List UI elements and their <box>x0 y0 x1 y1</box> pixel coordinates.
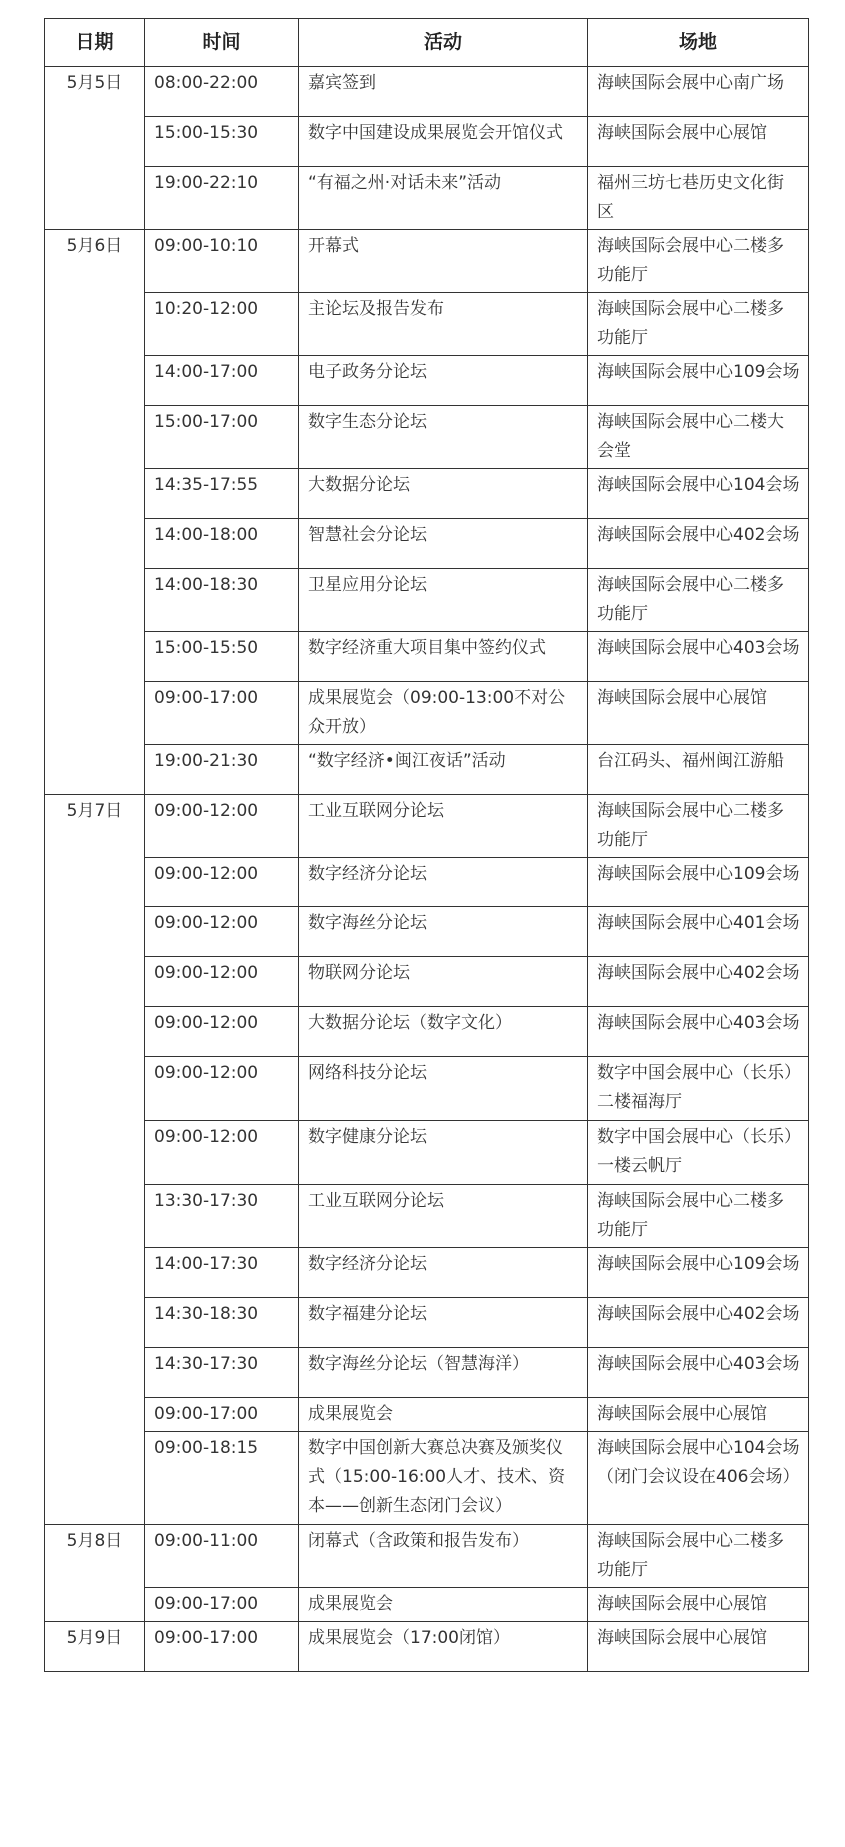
venue-cell: 台江码头、福州闽江游船 <box>588 745 809 795</box>
venue-cell: 海峡国际会展中心二楼多功能厅 <box>588 1525 809 1588</box>
time-cell: 09:00-18:15 <box>145 1432 299 1525</box>
table-row <box>45 1588 809 1622</box>
time-cell: 14:30-17:30 <box>145 1348 299 1398</box>
activity-cell: 数字经济分论坛 <box>299 1248 588 1298</box>
date-cell: 5月5日 <box>45 67 145 230</box>
activity-cell: 成果展览会（17:00闭馆） <box>299 1622 588 1672</box>
activity-cell: 数字中国创新大赛总决赛及颁奖仪式（15:00-16:00人才、技术、资本——创新生态闭门会议） <box>299 1432 588 1525</box>
table-row <box>45 569 809 632</box>
activity-cell: 数字生态分论坛 <box>299 406 588 469</box>
table-row <box>45 117 809 167</box>
time-cell: 09:00-11:00 <box>145 1525 299 1588</box>
venue-cell: 海峡国际会展中心展馆 <box>588 682 809 745</box>
time-cell: 13:30-17:30 <box>145 1185 299 1248</box>
table-row <box>45 1298 809 1348</box>
time-cell: 09:00-12:00 <box>145 858 299 907</box>
time-cell: 14:00-17:30 <box>145 1248 299 1298</box>
header-activity: 活动 <box>299 19 588 67</box>
time-cell: 14:00-17:00 <box>145 356 299 406</box>
time-cell: 09:00-17:00 <box>145 1622 299 1672</box>
venue-cell: 海峡国际会展中心展馆 <box>588 1622 809 1672</box>
table-row <box>45 519 809 569</box>
activity-cell: “数字经济•闽江夜话”活动 <box>299 745 588 795</box>
activity-cell: 数字中国建设成果展览会开馆仪式 <box>299 117 588 167</box>
header-time: 时间 <box>145 19 299 67</box>
activity-cell: 数字经济分论坛 <box>299 858 588 907</box>
table-row <box>45 406 809 469</box>
time-cell: 09:00-12:00 <box>145 1121 299 1185</box>
activity-cell: 数字福建分论坛 <box>299 1298 588 1348</box>
date-cell: 5月8日 <box>45 1525 145 1622</box>
table-row <box>45 356 809 406</box>
venue-cell: 海峡国际会展中心二楼多功能厅 <box>588 293 809 356</box>
activity-cell: 数字经济重大项目集中签约仪式 <box>299 632 588 682</box>
time-cell: 09:00-17:00 <box>145 682 299 745</box>
activity-cell: 大数据分论坛（数字文化） <box>299 1007 588 1057</box>
activity-cell: 开幕式 <box>299 230 588 293</box>
header-row <box>45 19 809 67</box>
venue-cell: 海峡国际会展中心二楼大会堂 <box>588 406 809 469</box>
table-row <box>45 1622 809 1672</box>
table-row <box>45 469 809 519</box>
activity-cell: 成果展览会 <box>299 1398 588 1432</box>
table-row <box>45 1432 809 1525</box>
time-cell: 09:00-10:10 <box>145 230 299 293</box>
activity-cell: 数字健康分论坛 <box>299 1121 588 1185</box>
activity-cell: 成果展览会 <box>299 1588 588 1622</box>
venue-cell: 海峡国际会展中心402会场 <box>588 1298 809 1348</box>
time-cell: 09:00-12:00 <box>145 1057 299 1121</box>
venue-cell: 海峡国际会展中心403会场 <box>588 1007 809 1057</box>
activity-cell: 工业互联网分论坛 <box>299 795 588 858</box>
venue-cell: 数字中国会展中心（长乐）二楼福海厅 <box>588 1057 809 1121</box>
venue-cell: 海峡国际会展中心109会场 <box>588 356 809 406</box>
venue-cell: 海峡国际会展中心南广场 <box>588 67 809 117</box>
header-date: 日期 <box>45 19 145 67</box>
activity-cell: 工业互联网分论坛 <box>299 1185 588 1248</box>
venue-cell: 海峡国际会展中心展馆 <box>588 1588 809 1622</box>
table-row <box>45 167 809 230</box>
time-cell: 09:00-17:00 <box>145 1588 299 1622</box>
time-cell: 14:35-17:55 <box>145 469 299 519</box>
time-cell: 15:00-15:50 <box>145 632 299 682</box>
table-row <box>45 745 809 795</box>
time-cell: 10:20-12:00 <box>145 293 299 356</box>
table-row <box>45 1007 809 1057</box>
schedule-table <box>44 18 809 1672</box>
schedule-header <box>45 19 809 67</box>
time-cell: 15:00-15:30 <box>145 117 299 167</box>
table-row <box>45 1525 809 1588</box>
time-cell: 09:00-12:00 <box>145 907 299 957</box>
activity-cell: 成果展览会（09:00-13:00不对公众开放） <box>299 682 588 745</box>
time-cell: 19:00-22:10 <box>145 167 299 230</box>
time-cell: 09:00-12:00 <box>145 957 299 1007</box>
venue-cell: 海峡国际会展中心402会场 <box>588 519 809 569</box>
venue-cell: 海峡国际会展中心109会场 <box>588 1248 809 1298</box>
venue-cell: 海峡国际会展中心104会场 <box>588 469 809 519</box>
table-row <box>45 907 809 957</box>
activity-cell: 大数据分论坛 <box>299 469 588 519</box>
table-row <box>45 293 809 356</box>
activity-cell: 电子政务分论坛 <box>299 356 588 406</box>
table-row <box>45 682 809 745</box>
date-cell: 5月6日 <box>45 230 145 795</box>
table-row <box>45 795 809 858</box>
table-row <box>45 67 809 117</box>
venue-cell: 海峡国际会展中心109会场 <box>588 858 809 907</box>
table-row <box>45 632 809 682</box>
table-row <box>45 1121 809 1185</box>
venue-cell: 海峡国际会展中心二楼多功能厅 <box>588 795 809 858</box>
activity-cell: 物联网分论坛 <box>299 957 588 1007</box>
activity-cell: 主论坛及报告发布 <box>299 293 588 356</box>
time-cell: 14:00-18:30 <box>145 569 299 632</box>
schedule-body <box>45 67 809 1672</box>
table-row <box>45 1248 809 1298</box>
time-cell: 09:00-12:00 <box>145 795 299 858</box>
time-cell: 09:00-12:00 <box>145 1007 299 1057</box>
activity-cell: 卫星应用分论坛 <box>299 569 588 632</box>
activity-cell: 数字海丝分论坛（智慧海洋） <box>299 1348 588 1398</box>
table-row <box>45 1185 809 1248</box>
venue-cell: 海峡国际会展中心402会场 <box>588 957 809 1007</box>
venue-cell: 海峡国际会展中心展馆 <box>588 1398 809 1432</box>
date-cell: 5月9日 <box>45 1622 145 1672</box>
activity-cell: “有福之州·对话未来”活动 <box>299 167 588 230</box>
table-row <box>45 1398 809 1432</box>
time-cell: 15:00-17:00 <box>145 406 299 469</box>
activity-cell: 网络科技分论坛 <box>299 1057 588 1121</box>
venue-cell: 海峡国际会展中心展馆 <box>588 117 809 167</box>
venue-cell: 海峡国际会展中心二楼多功能厅 <box>588 1185 809 1248</box>
venue-cell: 海峡国际会展中心403会场 <box>588 632 809 682</box>
date-cell: 5月7日 <box>45 795 145 1525</box>
time-cell: 14:30-18:30 <box>145 1298 299 1348</box>
activity-cell: 数字海丝分论坛 <box>299 907 588 957</box>
time-cell: 09:00-17:00 <box>145 1398 299 1432</box>
activity-cell: 智慧社会分论坛 <box>299 519 588 569</box>
table-row <box>45 1348 809 1398</box>
venue-cell: 海峡国际会展中心403会场 <box>588 1348 809 1398</box>
time-cell: 08:00-22:00 <box>145 67 299 117</box>
table-row <box>45 858 809 907</box>
table-row <box>45 230 809 293</box>
table-row <box>45 1057 809 1121</box>
time-cell: 14:00-18:00 <box>145 519 299 569</box>
header-venue: 场地 <box>588 19 809 67</box>
venue-cell: 数字中国会展中心（长乐）一楼云帆厅 <box>588 1121 809 1185</box>
venue-cell: 海峡国际会展中心401会场 <box>588 907 809 957</box>
venue-cell: 海峡国际会展中心二楼多功能厅 <box>588 569 809 632</box>
table-row <box>45 957 809 1007</box>
activity-cell: 闭幕式（含政策和报告发布） <box>299 1525 588 1588</box>
venue-cell: 海峡国际会展中心二楼多功能厅 <box>588 230 809 293</box>
time-cell: 19:00-21:30 <box>145 745 299 795</box>
activity-cell: 嘉宾签到 <box>299 67 588 117</box>
venue-cell: 海峡国际会展中心104会场（闭门会议设在406会场） <box>588 1432 809 1525</box>
venue-cell: 福州三坊七巷历史文化街区 <box>588 167 809 230</box>
